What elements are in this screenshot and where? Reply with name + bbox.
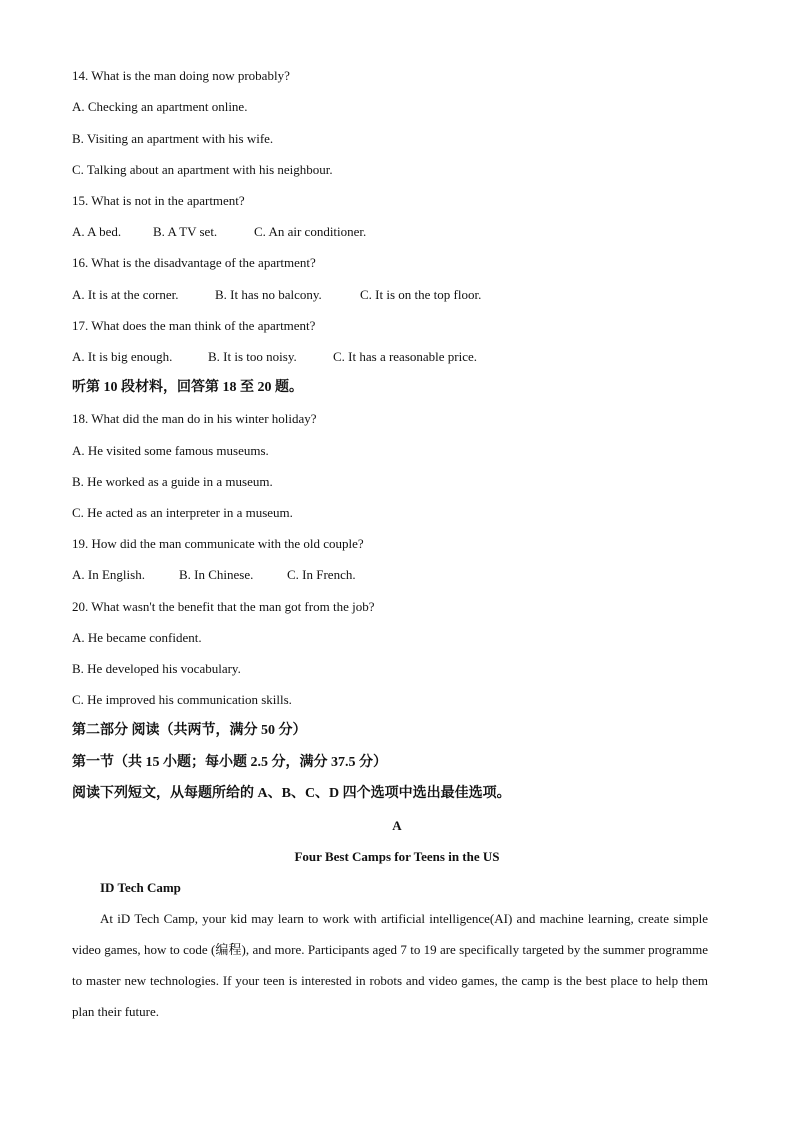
question-16: 16. What is the disadvantage of the apartment? [72,255,316,270]
q17-options [72,349,477,365]
question-18: 18. What did the man do in his winter holiday? [72,411,317,426]
part-2-heading: 第二部分 阅读（共两节，满分 50 分） [72,723,307,738]
section-1-heading: 第一节（共 15 小题；每小题 2.5 分，满分 37.5 分） [72,755,387,770]
q14-option-a: A. Checking an apartment online. [72,99,248,114]
q17-option-b: B. It is too noisy. [208,349,297,364]
question-20: 20. What wasn't the benefit that the man got from the job? [72,599,375,614]
q20-option-c: C. He improved his communication skills. [72,692,292,707]
question-14: 14. What is the man doing now probably? [72,68,290,83]
q19-options [72,567,356,583]
passage-letter: A [392,818,402,833]
q16-option-a: A. It is at the corner. [72,287,179,302]
question-15: 15. What is not in the apartment? [72,193,245,208]
section-10-heading: 听第 10 段材料，回答第 18 至 20 题。 [72,380,303,395]
reading-instruction: 阅读下列短文，从每题所给的 A、B、C、D 四个选项中选出最佳选项。 [72,786,511,801]
q15-option-c: C. An air conditioner. [254,224,367,239]
q20-option-a: A. He became confident. [72,630,202,645]
question-17: 17. What does the man think of the apartment? [72,318,316,333]
q16-option-c: C. It is on the top floor. [360,287,482,302]
q19-option-c: C. In French. [287,567,356,582]
q15-option-b: B. A TV set. [153,224,218,239]
q20-option-b: B. He developed his vocabulary. [72,661,241,676]
q18-option-b: B. He worked as a guide in a museum. [72,474,273,489]
q16-options [72,287,481,303]
q15-option-a: A. A bed. [72,224,122,239]
passage-subheading: ID Tech Camp [100,880,181,895]
passage-paragraph: At iD Tech Camp, your kid may learn to work with artificial intelligence(AI) and machine learning, create simple video games, how to code (编程), and more. Participants aged 7 to 19 are specifically targeted by the summer programme to master new technologies. If your teen is interested in robots and video games, the camp is the best place to help them plan their future. [72,911,708,1019]
q14-option-c: C. Talking about an apartment with his neighbour. [72,162,333,177]
q19-option-a: A. In English. [72,567,145,582]
q17-option-a: A. It is big enough. [72,349,173,364]
q18-option-c: C. He acted as an interpreter in a museum. [72,505,293,520]
q16-option-b: B. It has no balcony. [215,287,322,302]
q15-options [72,224,366,240]
q19-option-b: B. In Chinese. [179,567,254,582]
q14-option-b: B. Visiting an apartment with his wife. [72,131,274,146]
passage-title: Four Best Camps for Teens in the US [294,849,500,864]
q17-option-c: C. It has a reasonable price. [333,349,478,364]
q18-option-a: A. He visited some famous museums. [72,443,269,458]
question-19: 19. How did the man communicate with the old couple? [72,536,364,551]
